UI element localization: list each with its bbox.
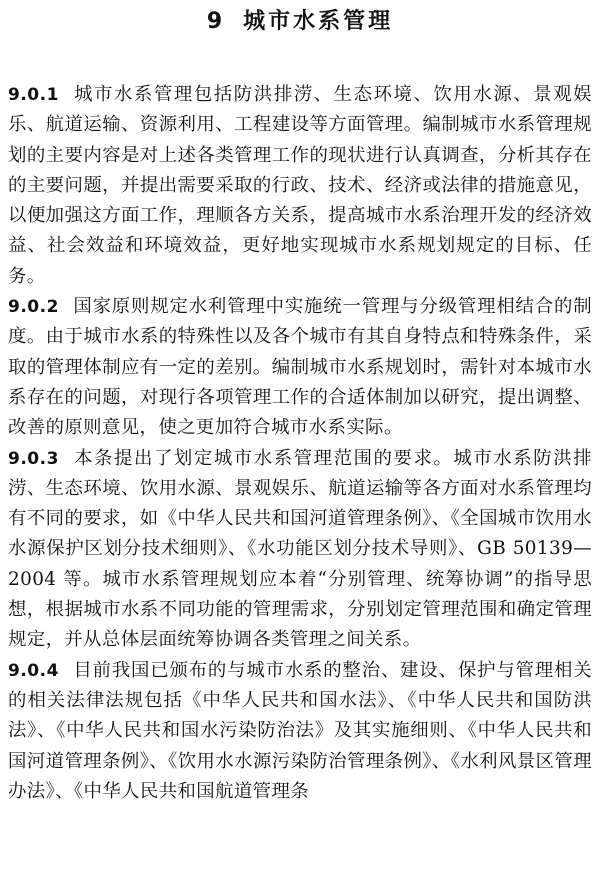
section-text: 城市水系管理包括防洪排涝、生态环境、饮用水源、景观娱乐、航道运输、资源利用、工程建设等方面管理。编制城市水系管理规划的主要内容是对上述各类管理工作的现状进行认真调查，分析其存在的主要问题，并提出需要采取的行政、技术、经济或法律的措施意见，以便加强这方面工作，理顺各方关系，提高城市水系治理开发的经济效益、社会效益和环境效益，更好地实现城市水系规划规定的目标、任务。 — [8, 84, 592, 287]
section-9-0-1 — [8, 80, 592, 292]
section-list — [8, 80, 592, 807]
chapter-number: 9 — [206, 9, 226, 34]
section-number: 9.0.2 — [8, 297, 59, 318]
section-text: 国家原则规定水利管理中实施统一管理与分级管理相结合的制度。由于城市水系的特殊性以及各个城市有其自身特点和特殊条件，采取的管理体制应有一定的差别。编制城市水系规划时，需针对本城市水系存在的问题，对现行各项管理工作的合适体制加以研究，提出调整、改善的原则意见，使之更加符合城市水系实际。 — [8, 296, 592, 439]
chapter-title-text: 城市水系管理 — [243, 9, 394, 34]
section-9-0-2 — [8, 292, 592, 443]
section-9-0-3 — [8, 444, 592, 656]
section-number: 9.0.3 — [8, 448, 59, 469]
section-number: 9.0.1 — [8, 85, 59, 105]
section-9-0-4 — [8, 656, 592, 807]
section-text: 目前我国已颁布的与城市水系的整治、建设、保护与管理相关的相关法律法规包括《中华人民共和国水法》、《中华人民共和国防洪法》、《中华人民共和国水污染防治法》及其实施细则、《中华人民共和国河道管理条例》、《饮用水水源污染防治管理条例》、《水利风景区管理办法》、《中华人民共和国航道管理条 — [8, 659, 592, 802]
section-text: 本条提出了划定城市水系管理范围的要求。城市水系防洪排涝、生态环境、饮用水源、景观娱乐、航道运输等各方面对水系管理均有不同的要求，如《中华人民共和国河道管理条例》、《全国城市饮用水水源保护区划分技术细则》、《水功能区划分技术导则》、GB 50139—2004 等。城市水系管理规划应本着“分别管理、统筹协调”的指导思想，根据城市水系不同功能的管理需求，分别划定管理范围和确定管理规定，并从总体层面统筹协调各类管理之间关系。 — [8, 447, 592, 651]
section-number: 9.0.4 — [8, 660, 59, 681]
chapter-title — [8, 4, 592, 40]
